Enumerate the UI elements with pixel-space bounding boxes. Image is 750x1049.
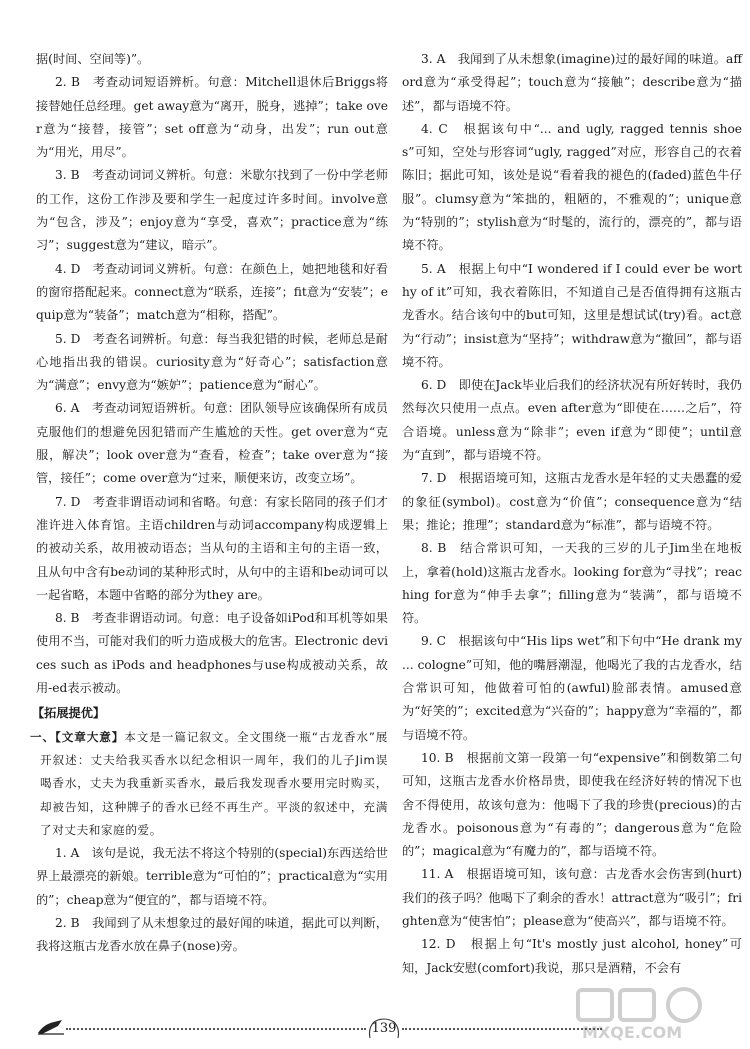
answer-item: 6. D 即使在Jack毕业后我们的经济状况有所好转时，我仍然每次只使用一点点。even after意为“即使在……之后”，符合语境。unless意为“除非”；even if意为“即使”；until意为“直到”，都与语境不符。 (402, 378, 742, 463)
answer-item: 11. A 根据语境可知，该句意：古龙香水会伤害到(hurt)我们的孩子吗？他喝下了剩余的香水！attract意为“吸引”；frighten意为“使害怕”；please意为“使高兴”，都与语境不符。 (402, 867, 742, 928)
svg-text:MXQE.COM: MXQE.COM (582, 1023, 683, 1042)
continued-text: 据(时间、空间等)”。 (36, 52, 150, 66)
watermark-logo (572, 984, 742, 1044)
summary-lead: 一、【文章大意】 (30, 729, 125, 744)
answer-item: 6. A 考查动词短语辨析。句意：团队领导应该确保所有成员克服他们的想避免因犯错而产生尴尬的天性。get over意为“克服，解决”；look over意为“查看，检查”；take over意为“接管，接任”；come over意为“过来，顺便来访，改变立场”。 (36, 401, 388, 486)
answer-item: 5. A 根据上句中“I wondered if I could ever be worthy of it”可知，我衣着陈旧，不知道自己是否值得拥有这瓶古龙香水。结合该句中的but可知，这里是想试试(try)看。act意为“行动”；insist意为“坚持”；withdraw意为“撤回”，都与语境不符。 (402, 261, 742, 369)
answer-item: 3. B 考查动词词义辨析。句意：米歇尔找到了一份中学老师的工作，这份工作涉及要和学生一起度过许多时间。involve意为“包含，涉及”；enjoy意为“享受，喜欢”；practice意为“练习”；suggest意为“建议，暗示”。 (36, 168, 388, 253)
answer-item: 1. A 该句是说，我无法不将这个特别的(special)东西送给世界上最漂亮的新娘。terrible意为“可怕的”；practical意为“实用的”；cheap意为“便宜的”，都与语境不符。 (36, 846, 388, 907)
answer-item: 9. C 根据该句中“His lips wet”和下句中“He drank my ... cologne”可知，他的嘴唇潮湿，他喝光了我的古龙香水，结合常识可知，他做着可怕的(awful)脸部表情。amused意为“好笑的”；excited意为“兴奋的”；happy意为“幸福的”，都与语境不符。 (402, 634, 742, 742)
answer-item: 7. D 考查非谓语动词和省略。句意：有家长陪同的孩子们才准许进入体育馆。主语children与动词accompany构成逻辑上的被动关系，故用被动语态；当从句的主语和主句的主语一致，且从句中含有be动词的某种形式时，从句中的主语和be动词可以一起省略，本题中省略的部分为they are。 (36, 494, 388, 602)
answer-item: 5. D 考查名词辨析。句意：每当我犯错的时候，老师总是耐心地指出我的错误。curiosity意为“好奇心”；satisfaction意为“满意”；envy意为“嫉妒”；patience意为“耐心”。 (36, 331, 388, 393)
answer-item: 2. B 考查动词短语辨析。句意：Mitchell退休后Briggs将接替她任总经理。get away意为“离开，脱身，逃掉”；take over意为“接替，接管”；set off意为“动身，出发”；run out意为“用光，用尽”。 (36, 75, 388, 160)
article-summary (30, 726, 388, 842)
answer-item: 8. B 结合常识可知，一天我的三岁的儿子Jim坐在地板上，拿着(hold)这瓶古龙香水。looking for意为“寻找”；reaching for意为“伸手去拿”；filling意为“装满”，都与语境不符。 (402, 541, 742, 626)
answer-item: 7. D 根据语境可知，这瓶古龙香水是年轻的丈夫愚蠢的爱的象征(symbol)。cost意为“价值”；consequence意为“结果；推论；推理”；standard意为“标准”，都与语境不符。 (402, 471, 742, 532)
page-number-text: 139 (371, 1021, 397, 1036)
answer-item: 4. C 根据该句中“... and ugly, ragged tennis shoes”可知，空处与形容词“ugly, ragged”对应，形容自己的衣着陈旧；据此可知，该处是说“看着我的褪色的(faded)蓝色牛仔服”。clumsy意为“笨拙的，粗陋的，不雅观的”；unique意为“特别的”；stylish意为“时髦的，流行的，漂亮的”，都与语境不符。 (402, 121, 742, 253)
answer-item: 10. B 根据前文第一段第一句“expensive”和倒数第二句可知，这瓶古龙香水价格昂贵，即使我在经济好转的情况下也舍不得使用，故该句意为：他喝下了我的珍贵(precious)的古龙香水。poisonous意为“有毒的”；dangerous意为“危险的”；magical意为“有魔力的”，都与语境不符。 (402, 750, 742, 859)
answer-item: 3. A 我闻到了从未想象(imagine)过的最好闻的味道。afford意为“承受得起”；touch意为“接触”；describe意为“描述”，都与语境不符。 (402, 52, 742, 113)
pen-icon (36, 1018, 66, 1036)
answer-item: 4. D 考查动词词义辨析。句意：在颜色上，她把地毯和好看的窗帘搭配起来。connect意为“联系，连接”；fit意为“安装”；equip意为“装备”；match意为“相称，搭配”。 (36, 261, 388, 323)
footer-rule-left (66, 1028, 366, 1030)
right-column (402, 48, 742, 980)
section-heading: 【拓展提优】 (32, 706, 106, 721)
answer-item: 12. D 根据上句“It's mostly just alcohol, honey”可知，Jack安慰(comfort)我说，那只是酒精，不会有 (402, 937, 742, 975)
summary-text: 本文是一篇记叙文。全文围绕一瓶“古龙香水”展开叙述：丈夫给我买香水以纪念相识一周年，我们的儿子Jim误喝香水，丈夫为我重新买香水，最后我发现香水要用完时购买，却被告知，这种牌子的香水已经不再生产。平淡的叙述中，充满了对丈夫和家庭的爱。 (40, 729, 388, 837)
answer-item: 2. B 我闻到了从未想象过的最好闻的味道，据此可以判断，我将这瓶古龙香水放在鼻子(nose)旁。 (36, 915, 388, 954)
page-number (366, 1014, 402, 1044)
answer-item: 8. B 考查非谓语动词。句意：电子设备如iPod和耳机等如果使用不当，可能对我们的听力造成极大的危害。Electronic devices such as iPods and headphones与use构成被动关系，故用-ed表示被动。 (36, 611, 388, 696)
left-column (30, 48, 388, 959)
